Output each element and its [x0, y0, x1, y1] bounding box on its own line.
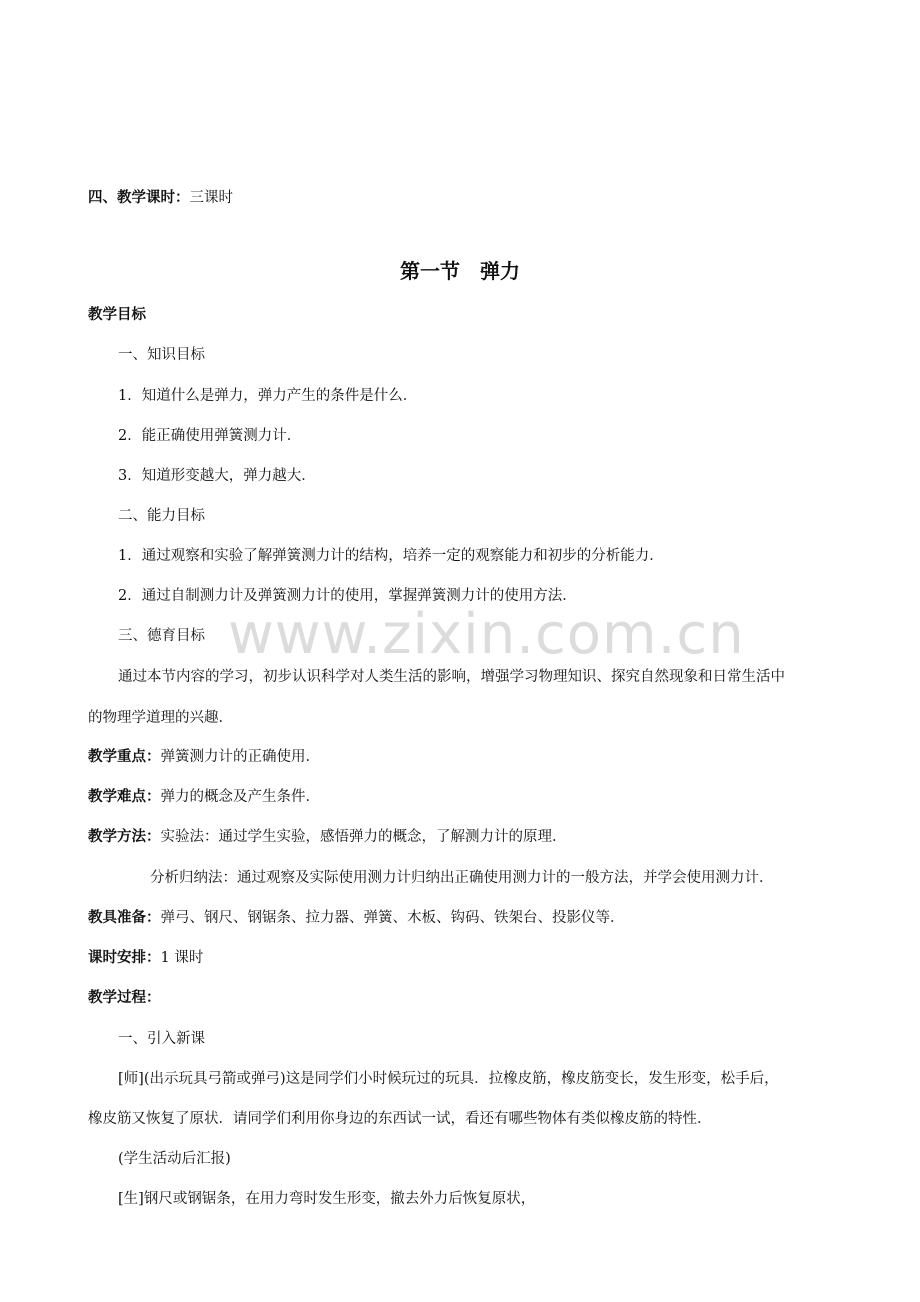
- teacher-text-continued: 橡皮筋又恢复了原状．请同学们利用你身边的东西试一试，看还有哪些物体有类似橡皮筋的特性．: [88, 1111, 712, 1127]
- method-value-2: 分析归纳法：通过观察及实际使用测力计归纳出正确使用测力计的一般方法，并学会使用测力计．: [150, 870, 774, 886]
- watermark: www.zixin.com.cn: [228, 602, 745, 667]
- knowledge-item: 1．知道什么是弹力，弹力产生的条件是什么．: [118, 388, 418, 404]
- student-reply: [生]钢尺或钢锯条，在用力弯时发生形变，撤去外力后恢复原状，: [118, 1191, 536, 1207]
- moral-heading: 三、德育目标: [118, 628, 205, 644]
- process-heading: 教学过程：: [88, 990, 161, 1006]
- key-point-label: 教学重点：: [88, 749, 161, 765]
- teaching-hours-value: 三课时: [189, 190, 233, 206]
- ability-item: 1．通过观察和实验了解弹簧测力计的结构，培养一定的观察能力和初步的分析能力．: [118, 548, 664, 564]
- method-label: 教学方法：: [88, 829, 161, 845]
- moral-text-continued: 的物理学道理的兴趣．: [88, 710, 233, 726]
- knowledge-item: 3．知道形变越大，弹力越大．: [118, 468, 316, 484]
- teacher-text: [师](出示玩具弓箭或弹弓)这是同学们小时候玩过的玩具．拉橡皮筋，橡皮筋变长，发生形变，松手后，: [118, 1071, 779, 1087]
- difficulty-label: 教学难点：: [88, 789, 161, 805]
- tools-line: [88, 908, 625, 928]
- tools-label: 教具准备：: [88, 910, 161, 926]
- difficulty-line: [88, 787, 320, 807]
- ability-heading: 二、能力目标: [118, 508, 205, 524]
- tools-value: 弹弓、钢尺、钢锯条、拉力器、弹簧、木板、钩码、铁架台、投影仪等．: [160, 910, 625, 926]
- student-activity: (学生活动后汇报): [118, 1151, 231, 1167]
- key-point-line: [88, 747, 320, 767]
- section-title: 第一节 弹力: [400, 259, 520, 283]
- schedule-line: [88, 948, 203, 968]
- intro-heading: 一、引入新课: [118, 1031, 205, 1047]
- teaching-hours-label: 四、教学课时：: [88, 190, 190, 206]
- knowledge-heading: 一、知识目标: [118, 347, 205, 363]
- key-point-value: 弹簧测力计的正确使用．: [160, 749, 320, 765]
- schedule-label: 课时安排：: [88, 950, 161, 966]
- ability-item: 2．通过自制测力计及弹簧测力计的使用，掌握弹簧测力计的使用方法．: [118, 588, 577, 604]
- difficulty-value: 弹力的概念及产生条件．: [160, 789, 320, 805]
- goals-heading: 教学目标: [88, 307, 146, 323]
- moral-text: 通过本节内容的学习，初步认识科学对人类生活的影响，增强学习物理知识、探究自然现象和日常生活中: [118, 669, 785, 685]
- method-line: [88, 827, 567, 847]
- schedule-value: 1 课时: [160, 950, 204, 966]
- knowledge-item: 2．能正确使用弹簧测力计．: [118, 428, 302, 444]
- method-value: 实验法：通过学生实验，感悟弹力的概念，了解测力计的原理．: [160, 829, 567, 845]
- teaching-hours-line: [88, 188, 233, 208]
